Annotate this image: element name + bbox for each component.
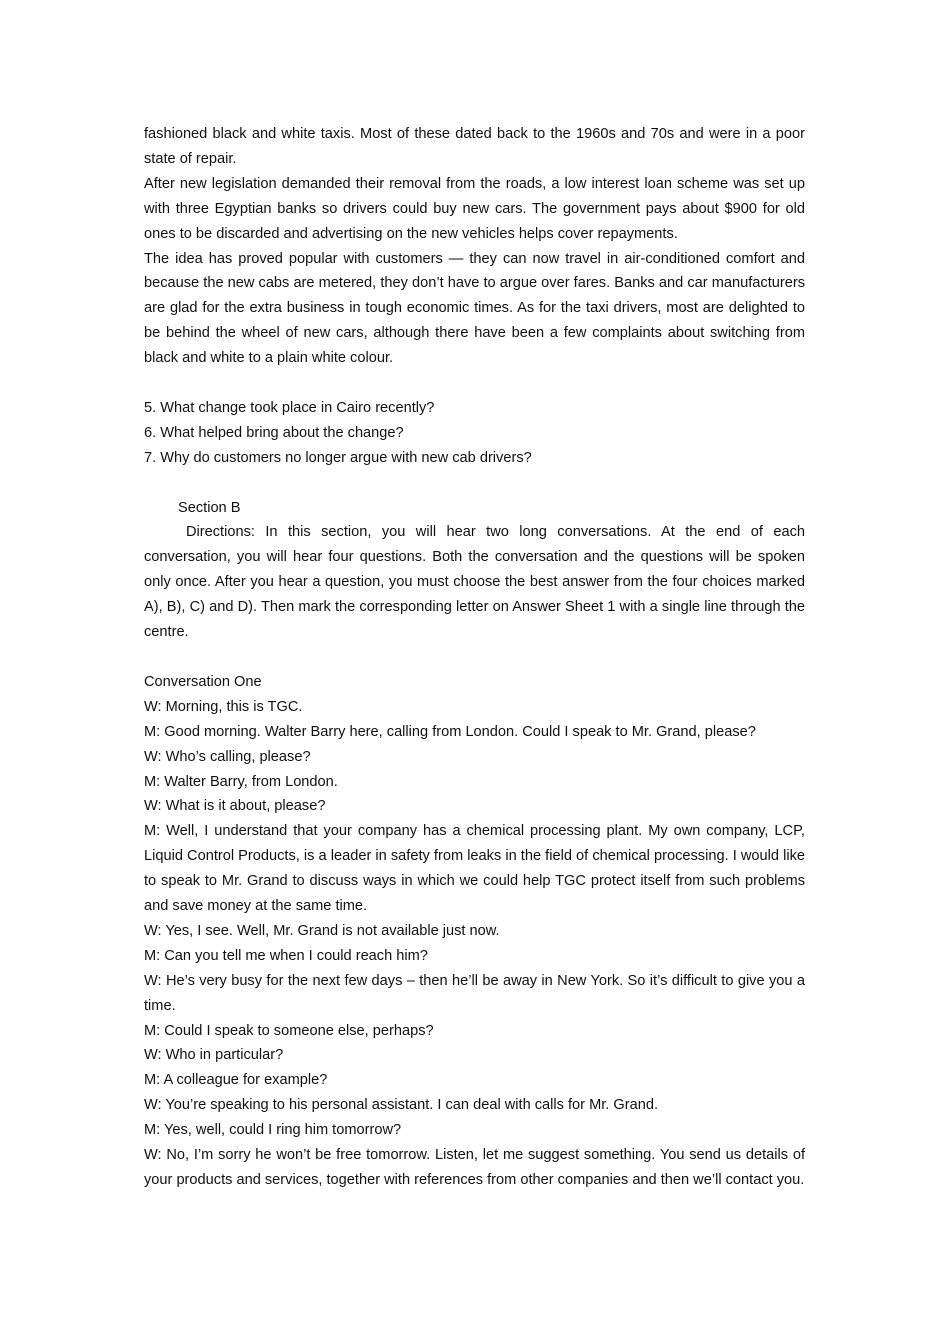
- dialogue-line: M: Walter Barry, from London.: [144, 773, 338, 790]
- dialogue-line: M: A colleague for example?: [144, 1072, 328, 1089]
- dialogue-line: M: Yes, well, could I ring him tomorrow?: [144, 1122, 402, 1139]
- question-5: 5. What change took place in Cairo recently?: [144, 399, 435, 416]
- dialogue-line: W: Yes, I see. Well, Mr. Grand is not available just now.: [144, 922, 500, 939]
- section-b-heading: Section B: [178, 499, 241, 516]
- dialogue-line: W: What is it about, please?: [144, 798, 326, 815]
- document-page: [144, 122, 805, 1193]
- dialogue-line: M: Good morning. Walter Barry here, calling from London. Could I speak to Mr. Grand, please?: [144, 723, 756, 740]
- spacer: [144, 471, 805, 496]
- passage-paragraph-2: After new legislation demanded their removal from the roads, a low interest loan scheme was set up with three Egyptian banks so drivers could buy new cars. The government pays about $900 for old ones to be discarded and advertising on the new vehicles helps cover repayments.: [144, 175, 805, 242]
- spacer: [144, 371, 805, 396]
- dialogue-line: M: Well, I understand that your company has a chemical processing plant. My own company, LCP, Liquid Control Products, is a leader in safety from leaks in the field of chemical processing. I would like to speak to Mr. Grand to discuss ways in which we could help TGC protect itself from such problems and save money at the same time.: [144, 823, 805, 915]
- section-b-directions: Directions: In this section, you will hear two long conversations. At the end of each conversation, you will hear four questions. Both the conversation and the questions will be spoken only once. After you hear a question, you must choose the best answer from the four choices marked A), B), C) and D). Then mark the corresponding letter on Answer Sheet 1 with a single line through the centre.: [144, 524, 805, 641]
- dialogue-line: M: Could I speak to someone else, perhaps?: [144, 1022, 434, 1039]
- dialogue-line: W: No, I’m sorry he won’t be free tomorrow. Listen, let me suggest something. You send us details of your products and services, together with references from other companies and then we’ll contact you.: [144, 1147, 805, 1189]
- conversation-title: Conversation One: [144, 673, 262, 690]
- dialogue-line: W: You’re speaking to his personal assistant. I can deal with calls for Mr. Grand.: [144, 1097, 659, 1114]
- dialogue-line: W: Who in particular?: [144, 1047, 284, 1064]
- dialogue-line: W: Who’s calling, please?: [144, 748, 311, 765]
- dialogue-line: M: Can you tell me when I could reach him?: [144, 947, 428, 964]
- passage-paragraph-1: fashioned black and white taxis. Most of these dated back to the 1960s and 70s and were in a poor state of repair.: [144, 126, 805, 167]
- spacer: [144, 645, 805, 670]
- question-7: 7. Why do customers no longer argue with new cab drivers?: [144, 449, 532, 466]
- dialogue-line: W: Morning, this is TGC.: [144, 698, 303, 715]
- dialogue-line: W: He’s very busy for the next few days – then he’ll be away in New York. So it’s difficult to give you a time.: [144, 972, 805, 1014]
- passage-paragraph-3: The idea has proved popular with customers — they can now travel in air-conditioned comfort and because the new cabs are metered, they don’t have to argue over fares. Banks and car manufacturers are glad for the extra business in tough economic times. As for the taxi drivers, most are delighted to be behind the wheel of new cars, although there have been a few complaints about switching from black and white to a plain white colour.: [144, 250, 805, 367]
- question-6: 6. What helped bring about the change?: [144, 424, 404, 441]
